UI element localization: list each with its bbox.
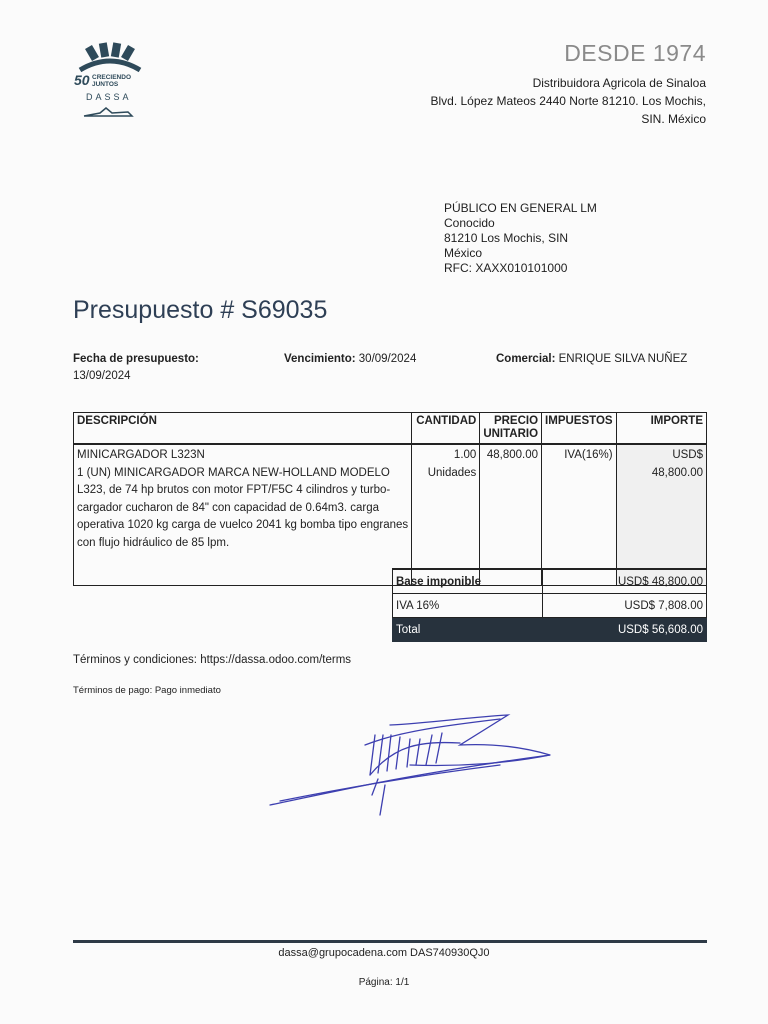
total-label: Total xyxy=(393,618,543,642)
description-line: 1 (UN) MINICARGADOR MARCA NEW-HOLLAND MODELO xyxy=(77,466,390,479)
company-name: Distribuidora Agricola de Sinaloa xyxy=(532,76,706,90)
quote-lines-table xyxy=(73,412,707,586)
amount-value: USD$ 48,800.00 xyxy=(651,449,703,479)
footer-divider xyxy=(73,940,707,943)
signature xyxy=(260,705,560,825)
col-taxes: IMPUESTOS xyxy=(542,413,617,445)
row-quantity xyxy=(412,444,480,586)
company-address-line2: SIN. México xyxy=(641,112,706,126)
col-unit-price xyxy=(480,413,542,445)
taxes-value: IVA(16%) xyxy=(564,449,613,461)
signature-strokes xyxy=(270,715,550,815)
payment-terms: Términos de pago: Pago inmediato xyxy=(73,685,221,696)
row-amount xyxy=(616,444,706,586)
description-line: MINICARGADOR L323N xyxy=(77,449,205,461)
description-line: cargador cucharon de 84" con capacidad de 0.64m3. carga xyxy=(77,501,380,514)
terms-conditions: Términos y condiciones: https://dassa.odoo.com/terms xyxy=(73,654,352,666)
company-address-line1: Blvd. López Mateos 2440 Norte 81210. Los Mochis, xyxy=(430,94,706,108)
col-description: DESCRIPCIÓN xyxy=(74,413,412,445)
partner-street: Conocido xyxy=(444,216,495,230)
quantity-unit: Unidades xyxy=(427,466,477,479)
quote-expiry xyxy=(284,351,416,368)
logo-emblem xyxy=(70,40,150,124)
totals-tax-row xyxy=(393,594,707,618)
expiry-value: 30/09/2024 xyxy=(358,353,417,365)
salesperson-label: Comercial: xyxy=(496,353,556,365)
partner-city: 81210 Los Mochis, SIN xyxy=(444,231,569,245)
totals-table xyxy=(392,568,707,642)
tractor-icon xyxy=(84,108,132,116)
table-row xyxy=(74,444,707,586)
footer-contact: dassa@grupocadena.com DAS740930QJ0 xyxy=(278,947,490,959)
unit-price-value: 48,800.00 xyxy=(486,449,539,461)
table-header-row xyxy=(74,413,707,445)
base-label: Base imponible xyxy=(393,569,543,594)
total-value: USD$ 56,608.00 xyxy=(542,618,706,642)
description-line: con flujo hidráulico de 85 lpm. xyxy=(77,536,230,549)
totals-base-row xyxy=(393,569,707,594)
quantity-value: 1.00 xyxy=(453,449,477,461)
expiry-label: Vencimiento: xyxy=(284,353,356,365)
since-heading: DESDE 1974 xyxy=(564,40,706,66)
col-unit-price-2: UNITARIO xyxy=(483,428,539,440)
partner-address xyxy=(444,201,597,276)
description-line: L323, de 74 hp brutos con motor FPT/F5C 4 cilindros y turbo- xyxy=(77,484,391,496)
col-unit-price-1: PRECIO xyxy=(493,415,539,427)
row-taxes xyxy=(542,444,617,586)
salesperson xyxy=(496,351,687,368)
partner-name: PÚBLICO EN GENERAL LM xyxy=(444,201,597,215)
description-line: operativa 1020 kg carga de vuelco 2041 kg bomba tipo engranes xyxy=(77,519,409,531)
footer-page: Página: 1/1 xyxy=(358,977,410,988)
quote-date-value: 13/09/2024 xyxy=(73,370,131,382)
row-unit-price xyxy=(480,444,542,586)
logo-brand: DASSA xyxy=(86,92,132,102)
col-amount: IMPORTE xyxy=(616,413,706,445)
salesperson-value: ENRIQUE SILVA NUÑEZ xyxy=(558,353,688,365)
tax-label: IVA 16% xyxy=(393,594,543,618)
company-info xyxy=(431,72,707,130)
partner-rfc: RFC: XAXX010101000 xyxy=(444,261,568,275)
quote-date-label: Fecha de presupuesto: xyxy=(73,353,199,365)
base-value: USD$ 48,800.00 xyxy=(542,569,706,594)
col-quantity: CANTIDAD xyxy=(412,413,480,445)
quote-date xyxy=(73,351,199,385)
totals-total-row xyxy=(393,618,707,642)
logo-tagline-2: JUNTOS xyxy=(92,81,119,88)
partner-country: México xyxy=(444,246,483,260)
company-logo xyxy=(70,40,150,124)
logo-anniversary: 50 xyxy=(74,72,90,88)
tax-value: USD$ 7,808.00 xyxy=(542,594,706,618)
logo-tagline-1: CRECIENDO xyxy=(92,74,132,81)
row-description xyxy=(74,444,412,586)
page-title: Presupuesto # S69035 xyxy=(73,296,328,324)
